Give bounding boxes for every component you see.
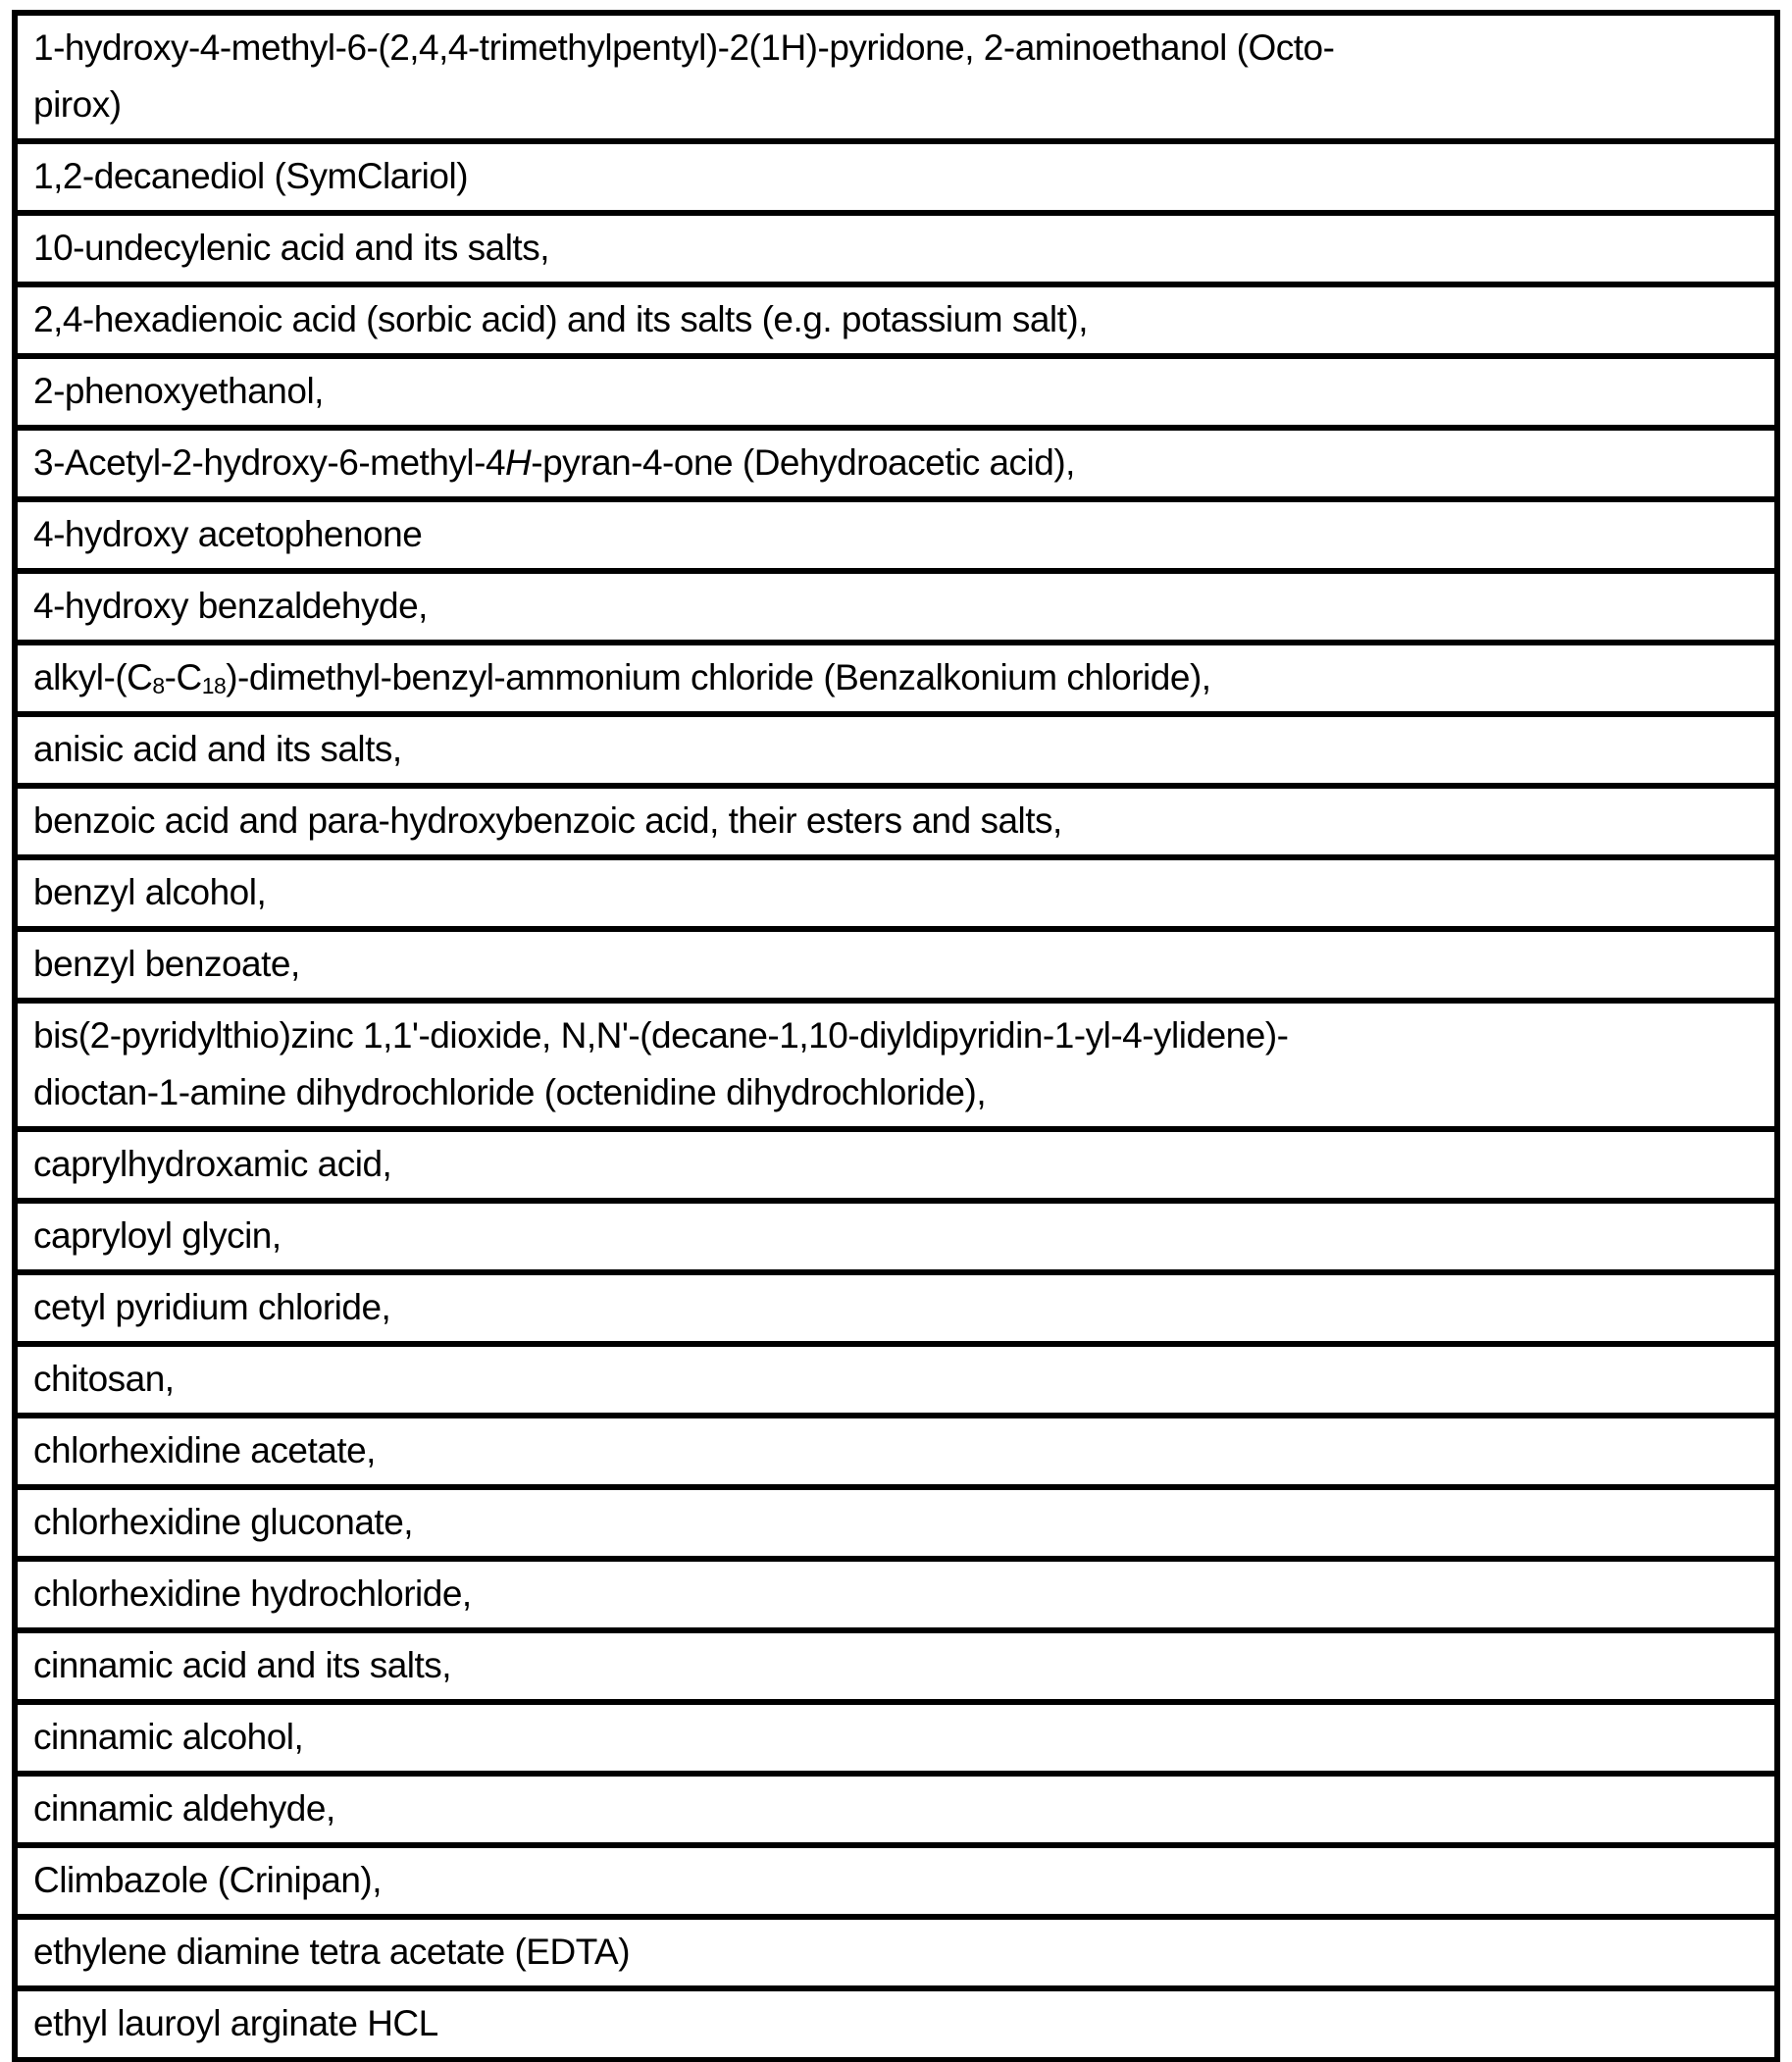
ingredient-text: cetyl pyridium chloride, bbox=[33, 1287, 391, 1327]
ingredient-cell bbox=[15, 1630, 1777, 1702]
ingredient-text: anisic acid and its salts, bbox=[33, 729, 402, 769]
ingredient-text: 1-hydroxy-4-methyl-6-(2,4,4-trimethylpentyl)-2(1H)-pyridone, 2-aminoethanol (Octo- pirox) bbox=[33, 27, 1335, 125]
table-row bbox=[15, 1630, 1777, 1702]
ingredient-cell bbox=[15, 1272, 1777, 1344]
ingredient-cell bbox=[15, 499, 1777, 571]
table-row bbox=[15, 714, 1777, 786]
ingredient-text: cinnamic alcohol, bbox=[33, 1717, 304, 1757]
ingredient-text: )-dimethyl-benzyl-ammonium chloride (Benzalkonium chloride), bbox=[226, 657, 1211, 697]
table-row bbox=[15, 13, 1777, 141]
ingredient-cell bbox=[15, 857, 1777, 929]
ingredient-text: alkyl-(C bbox=[33, 657, 153, 697]
ingredient-cell bbox=[15, 141, 1777, 213]
ingredient-cell bbox=[15, 786, 1777, 857]
ingredient-cell bbox=[15, 1988, 1777, 2060]
ingredient-cell bbox=[15, 356, 1777, 428]
table-row bbox=[15, 1416, 1777, 1487]
table-row bbox=[15, 1001, 1777, 1129]
ingredient-cell bbox=[15, 1416, 1777, 1487]
table-row bbox=[15, 1917, 1777, 1988]
ingredient-cell bbox=[15, 1344, 1777, 1416]
table-row bbox=[15, 1272, 1777, 1344]
ingredient-cell bbox=[15, 1845, 1777, 1917]
subscript-text: 8 bbox=[152, 673, 165, 699]
subscript-text: 18 bbox=[201, 673, 227, 699]
table-row bbox=[15, 929, 1777, 1001]
table-row bbox=[15, 1774, 1777, 1845]
ingredient-cell bbox=[15, 284, 1777, 356]
ingredient-text: 4-hydroxy benzaldehyde, bbox=[33, 586, 428, 626]
ingredient-table bbox=[12, 10, 1780, 2062]
ingredient-text: -C bbox=[164, 657, 202, 697]
ingredient-cell bbox=[15, 1774, 1777, 1845]
table-row bbox=[15, 356, 1777, 428]
ingredient-cell bbox=[15, 1702, 1777, 1774]
table-row bbox=[15, 1845, 1777, 1917]
ingredient-cell bbox=[15, 643, 1777, 714]
ingredient-cell bbox=[15, 929, 1777, 1001]
ingredient-text: caprylhydroxamic acid, bbox=[33, 1144, 392, 1184]
ingredient-cell bbox=[15, 714, 1777, 786]
table-row bbox=[15, 1201, 1777, 1272]
ingredient-text: ethylene diamine tetra acetate (EDTA) bbox=[33, 1932, 631, 1972]
ingredient-text: chlorhexidine hydrochloride, bbox=[33, 1573, 472, 1614]
ingredient-text: bis(2-pyridylthio)zinc 1,1'-dioxide, N,N'-(decane-1,10-diyldipyridin-1-yl-4-ylidene)- dioctan-1-amine dihydrochloride (octenidine dihydrochloride), bbox=[33, 1015, 1289, 1112]
table-row bbox=[15, 643, 1777, 714]
ingredient-text: cinnamic acid and its salts, bbox=[33, 1645, 452, 1685]
table-row bbox=[15, 571, 1777, 643]
ingredient-text: 2,4-hexadienoic acid (sorbic acid) and its salts (e.g. potassium salt), bbox=[33, 299, 1089, 339]
ingredient-cell bbox=[15, 1487, 1777, 1559]
ingredient-cell bbox=[15, 571, 1777, 643]
ingredient-text: -pyran-4-one (Dehydroacetic acid), bbox=[531, 442, 1075, 483]
ingredient-cell bbox=[15, 13, 1777, 141]
ingredient-cell bbox=[15, 1001, 1777, 1129]
table-row bbox=[15, 1988, 1777, 2060]
table-row bbox=[15, 1487, 1777, 1559]
ingredient-text: benzyl benzoate, bbox=[33, 944, 300, 984]
ingredient-text: 3-Acetyl-2-hydroxy-6-methyl-4 bbox=[33, 442, 506, 483]
ingredient-text: chlorhexidine gluconate, bbox=[33, 1502, 414, 1542]
ingredient-table-body bbox=[15, 13, 1777, 2060]
table-row bbox=[15, 857, 1777, 929]
ingredient-cell bbox=[15, 1129, 1777, 1201]
ingredient-text: 1,2-decanediol (SymClariol) bbox=[33, 156, 469, 196]
table-row bbox=[15, 1702, 1777, 1774]
ingredient-text: capryloyl glycin, bbox=[33, 1215, 282, 1256]
table-row bbox=[15, 786, 1777, 857]
table-row bbox=[15, 499, 1777, 571]
ingredient-text: benzoic acid and para-hydroxybenzoic acid, their esters and salts, bbox=[33, 800, 1062, 841]
ingredient-cell bbox=[15, 428, 1777, 499]
italic-text: H bbox=[505, 442, 532, 483]
table-row bbox=[15, 213, 1777, 284]
ingredient-text: benzyl alcohol, bbox=[33, 872, 267, 912]
ingredient-cell bbox=[15, 213, 1777, 284]
ingredient-text: 4-hydroxy acetophenone bbox=[33, 514, 423, 554]
ingredient-text: 10-undecylenic acid and its salts, bbox=[33, 228, 549, 268]
table-row bbox=[15, 1129, 1777, 1201]
ingredient-cell bbox=[15, 1559, 1777, 1630]
ingredient-text: Climbazole (Crinipan), bbox=[33, 1860, 383, 1900]
ingredient-text: chitosan, bbox=[33, 1359, 175, 1399]
ingredient-cell bbox=[15, 1917, 1777, 1988]
table-row bbox=[15, 284, 1777, 356]
ingredient-text: cinnamic aldehyde, bbox=[33, 1788, 335, 1829]
ingredient-text: ethyl lauroyl arginate HCL bbox=[33, 2003, 438, 2043]
table-row bbox=[15, 141, 1777, 213]
table-row bbox=[15, 1559, 1777, 1630]
ingredient-text: 2-phenoxyethanol, bbox=[33, 371, 324, 411]
table-row bbox=[15, 1344, 1777, 1416]
table-row bbox=[15, 428, 1777, 499]
ingredient-text: chlorhexidine acetate, bbox=[33, 1430, 376, 1470]
ingredient-cell bbox=[15, 1201, 1777, 1272]
